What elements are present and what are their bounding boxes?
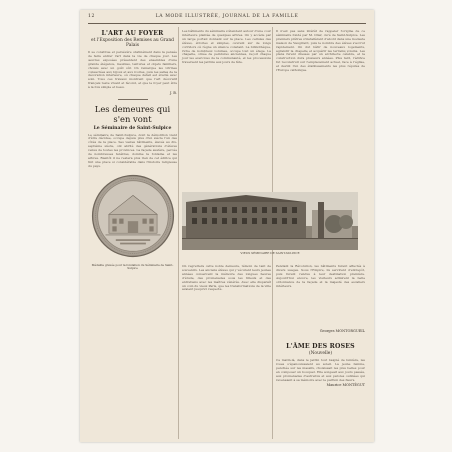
article-title: L'ART AU FOYER	[101, 30, 164, 37]
page-number: 12	[88, 14, 96, 19]
article-body: Il se constitue et persévère obstinément dans la pensée de faire entrer l'art dans la vie de chaque jour. Les œuvres exposées présentent des ensembles d'une grande élégance, meubles, tentures et objets familiers, choisis avec un goût sûr. On remarque les vitrines consacrées aux bijoux et aux ivoires, puis les salles de la décoration intérieure, où chaque détail est étudié avec soin. Tous ces travaux montrent que l'art décoratif français reste vivant et fécond, et que le foyer peut être à la fois simple et beau.	[88, 50, 177, 90]
medal-image	[90, 173, 176, 259]
article-signature: Georges MONTORGUEIL	[319, 329, 365, 333]
column-2-lower	[182, 262, 271, 292]
roses-article	[276, 340, 365, 387]
column-text: Pendant la Révolution, les bâtiments furent affectés à divers usages. Sous l'Empire, ils servirent d'entrepôt, puis furent rendus à leur destination première. Aujourd'hui encore, les visiteurs admirent la belle ordonnance de la façade et la majesté des escaliers intérieurs.	[276, 264, 365, 288]
article-signature: J. B.	[169, 91, 177, 96]
article-body: Le séminaire de Saint-Sulpice, dont la démolition vient d'être décidée, occupe depuis plus d'un siècle l'un des côtés de la place. Ses vastes bâtiments, élevés au dix-septième siècle, ont abrité des générations d'élèves venus de toutes les provinces. La façade austère, percée de nombreuses fenêtres, domine la fontaine et les arbres. Bientôt il ne restera plus rien de cet édifice qui tint une place si considérable dans l'histoire religieuse du pays.	[88, 132, 177, 168]
header-rule	[88, 23, 366, 24]
column-separator	[178, 27, 179, 439]
column-3-middle	[276, 262, 365, 288]
article-body	[276, 359, 365, 382]
article-title: L'ÂME DES ROSES	[286, 343, 355, 350]
column-3-signature-block	[276, 328, 365, 333]
section-divider	[118, 99, 148, 100]
medal-caption: Médaille gravée pour la fondation du Séminaire de Saint-Sulpice	[91, 262, 174, 271]
column-1	[88, 27, 177, 439]
column-text: Les bâtiments du séminaire s'étendent autour d'une cour intérieure plantée de quelques arbres. On y accède par un large portail donnant sur la place. Les cellules des élèves, étroites et simples, ouvrent sur de longs corridors où règne un silence constant. La bibliothèque, riche de nombreux volumes, occupe tout un étage. La chapelle, ornée de peintures anciennes, reçoit chaque jour les exercices de la communauté, et les processions traversent les jardins aux jours de fête.	[182, 29, 271, 65]
column-text: On regrettera cette noble demeure, témoin de tant de souvenirs. Les anciens élèves qui y vécurent leurs jeunes années conservent la mémoire des longues heures d'étude, des promenades sous les tilleuls et des entretiens avec les maîtres vénérés. Avec elle disparaît un coin du vieux Paris, que les transformations de la ville avaient jusqu'ici respecté.	[182, 264, 271, 292]
article-subtitle: (Nouvelle)	[308, 351, 333, 356]
article-title: Les demeures qui s'en vont	[94, 103, 171, 124]
article-subtitle: Le Séminaire de Saint-Sulpice	[93, 125, 172, 131]
article-body-text: Ce matin-là, dans le jardin tout baigné de lumière, les roses s'épanouissaient au soleil. La jeune femme, penchée sur les massifs, choisissait les plus belles pour en composer un bouquet. Elle songeait aux jours passés, aux promenades d'autrefois et aux paroles oubliées qui revenaient à sa mémoire avec le parfum des fleurs.	[276, 358, 365, 382]
running-head	[88, 14, 366, 19]
medal-illustration	[88, 173, 177, 271]
seminary-photo	[182, 192, 358, 255]
journal-title: LA MODE ILLUSTRÉE, JOURNAL DE LA FAMILLE	[155, 14, 299, 19]
column-2-upper	[182, 27, 271, 65]
column-text: Il n'est pas sans intérêt de rappeler l'origine de ce séminaire fondé par M. Olier, curé de Saint-Sulpice. Les premiers prêtres s'installèrent d'abord dans une modeste maison de Vaugirard, puis le nombre des élèves s'accrut rapidement. On dut bâtir de nouveaux logements, agrandir la chapelle et acquérir les terrains voisins. Les plans furent dressés par un architecte célèbre, et la construction dura plusieurs années. Plus tard, l'édifice fut reconstruit sur l'emplacement actuel, face à l'église, et devint l'un des établissements les plus réputés de l'Europe catholique.	[276, 29, 365, 73]
newspaper-page	[80, 10, 374, 442]
photo-caption: VIEUX SÉMINAIRE DE SAINT-SULPICE	[240, 251, 300, 255]
article-subtitle: et l'Exposition des Remises au Grand Palais	[91, 38, 174, 48]
column-3-upper	[276, 27, 365, 73]
article-signature: Maurice MONTÉGUT	[326, 383, 365, 388]
seminary-photo-image	[182, 192, 358, 250]
